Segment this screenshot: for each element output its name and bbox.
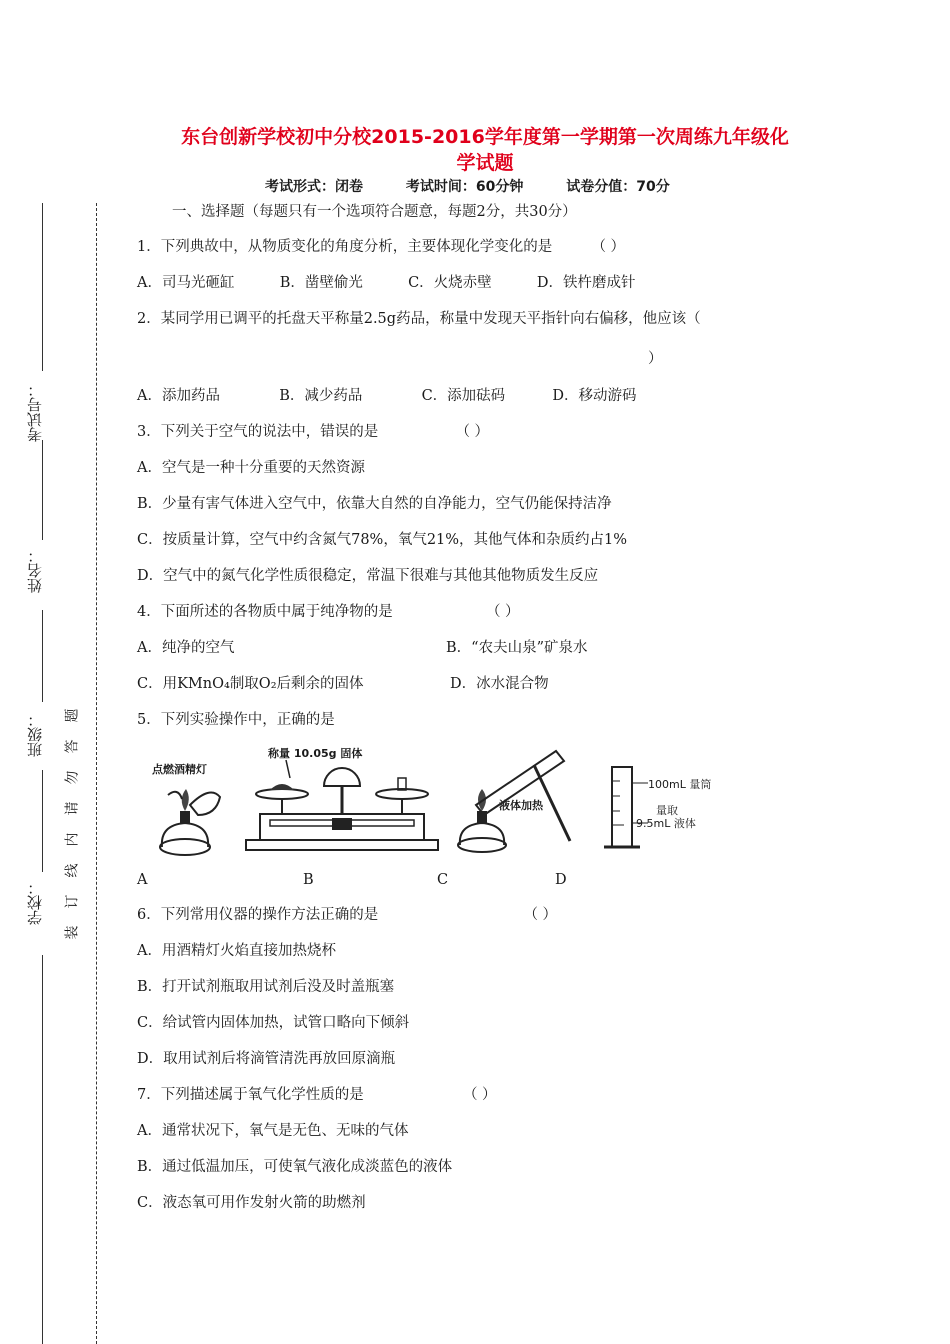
binding-dashed-line xyxy=(96,203,97,1344)
q1-stem: 1．下列典故中，从物质变化的角度分析，主要体现化学变化的是 xyxy=(137,239,553,255)
q3-stem: 3．下列关于空气的说法中，错误的是 xyxy=(137,424,379,440)
fig-b-balance xyxy=(242,756,442,854)
q3-option-d: D．空气中的氮气化学性质很稳定，常温下很难与其他其他物质发生反应 xyxy=(137,568,599,584)
fig-d-label-1: 100mL 量筒 xyxy=(648,778,712,791)
q6-stem: 6．下列常用仪器的操作方法正确的是 xyxy=(137,907,379,923)
q7-option-a: A．通常状况下，氧气是无色、无味的气体 xyxy=(137,1123,409,1139)
q1-paren: （ ） xyxy=(591,239,626,255)
q4-option-d: D．冰水混合物 xyxy=(450,676,549,692)
q2-option-a: A．添加药品 xyxy=(137,388,220,404)
warn-char-6: 线 xyxy=(64,863,81,878)
q1-option-b: B．凿壁偷光 xyxy=(279,275,363,291)
side-line-5 xyxy=(42,955,43,1344)
q1-option-a: A．司马光砸缸 xyxy=(137,275,235,291)
q3-option-b: B．少量有害气体进入空气中，依靠大自然的自净能力，空气仍能保持洁净 xyxy=(137,496,612,512)
q6-option-c: C．给试管内固体加热，试管口略向下倾斜 xyxy=(137,1015,410,1031)
side-name: 姓名： xyxy=(26,548,44,593)
fig-a-label: 点燃酒精灯 xyxy=(152,763,207,776)
question-1 xyxy=(137,237,625,257)
question-4 xyxy=(137,602,520,622)
q6-paren: （ ） xyxy=(523,907,558,923)
warn-char-5: 内 xyxy=(64,832,81,847)
q1-option-c: C．火烧赤壁 xyxy=(408,275,492,291)
question-2: 2．某同学用已调平的托盘天平称量2.5g药品，称量中发现天平指针向右偏移，他应该（ xyxy=(137,311,701,327)
fig-letter-d: D xyxy=(555,872,567,888)
section-header: 一、选择题（每题只有一个选项符合题意，每题2分，共30分） xyxy=(172,204,577,220)
side-line-1 xyxy=(42,203,43,371)
side-line-3 xyxy=(42,610,43,702)
exam-form: 考试形式：闭卷 xyxy=(265,179,363,195)
q2-paren-close: ） xyxy=(648,351,663,367)
warn-char-1: 题 xyxy=(64,708,81,723)
side-line-4 xyxy=(42,770,43,872)
q4-option-c: C．用KMnO₄制取O₂后剩余的固体 xyxy=(137,676,364,692)
q4-option-a: A．纯净的空气 xyxy=(137,640,235,656)
question-7 xyxy=(137,1085,497,1105)
q4-paren: （ ） xyxy=(485,604,520,620)
fig-d-graduated-cylinder xyxy=(602,761,662,853)
q2-options xyxy=(137,386,637,406)
q7-option-c: C．液态氧可用作发射火箭的助燃剂 xyxy=(137,1195,366,1211)
fig-letter-c: C xyxy=(437,872,449,888)
side-exam-no: 考试号： xyxy=(26,382,44,442)
side-school: 学校： xyxy=(26,880,44,925)
exam-meta xyxy=(265,176,670,196)
fig-d-label-3: 9.5mL 液体 xyxy=(636,817,696,830)
q2-option-d: D．移动游码 xyxy=(552,388,637,404)
page-title: 东台创新学校初中分校2015-2016学年度第一学期第一次周练九年级化 xyxy=(181,126,789,148)
q6-option-a: A．用酒精灯火焰直接加热烧杯 xyxy=(137,943,336,959)
warn-char-7: 订 xyxy=(64,894,81,909)
q4-options-row1 xyxy=(137,638,234,658)
warn-char-2: 答 xyxy=(64,739,81,754)
exam-time: 考试时间：60分钟 xyxy=(405,179,524,195)
q7-paren: （ ） xyxy=(462,1087,497,1103)
fig-a-alcohol-lamp xyxy=(150,775,230,857)
q7-option-b: B．通过低温加压，可使氧气液化成淡蓝色的液体 xyxy=(137,1159,453,1175)
question-6 xyxy=(137,905,557,925)
fig-c-label: 液体加热 xyxy=(499,799,543,812)
warn-char-3: 勿 xyxy=(64,770,81,785)
question-5: 5．下列实验操作中，正确的是 xyxy=(137,712,335,728)
question-3 xyxy=(137,422,489,442)
binding-warning xyxy=(64,700,82,948)
side-line-2 xyxy=(42,440,43,540)
q3-option-a: A．空气是一种十分重要的天然资源 xyxy=(137,460,365,476)
warn-char-4: 请 xyxy=(64,801,81,816)
q2-option-c: C．添加砝码 xyxy=(421,388,506,404)
q6-option-d: D．取用试剂后将滴管清洗再放回原滴瓶 xyxy=(137,1051,396,1067)
q1-options xyxy=(137,273,636,293)
q1-option-d: D．铁杵磨成针 xyxy=(536,275,636,291)
exam-score: 试卷分值：70分 xyxy=(566,179,670,195)
fig-letter-b: B xyxy=(303,872,314,888)
q4-stem: 4．下面所述的各物质中属于纯净物的是 xyxy=(137,604,393,620)
q3-option-c: C．按质量计算，空气中约含氮气78%，氧气21%，其他气体和杂质约占1% xyxy=(137,532,628,548)
fig-d-label-2: 量取 xyxy=(656,804,678,817)
fig-b-label: 称量 10.05g 固体 xyxy=(268,747,363,760)
page-title-cont: 学试题 xyxy=(456,152,514,174)
fig-letter-a: A xyxy=(137,872,148,888)
q3-paren: （ ） xyxy=(455,424,490,440)
side-class: 班级： xyxy=(26,712,44,757)
warn-char-8: 装 xyxy=(64,925,81,940)
q7-stem: 7．下列描述属于氧气化学性质的是 xyxy=(137,1087,364,1103)
q2-option-b: B．减少药品 xyxy=(279,388,363,404)
fig-c-test-tube-heating xyxy=(446,745,586,855)
q6-option-b: B．打开试剂瓶取用试剂后没及时盖瓶塞 xyxy=(137,979,395,995)
q4-option-b: B．“农夫山泉”矿泉水 xyxy=(446,640,588,656)
